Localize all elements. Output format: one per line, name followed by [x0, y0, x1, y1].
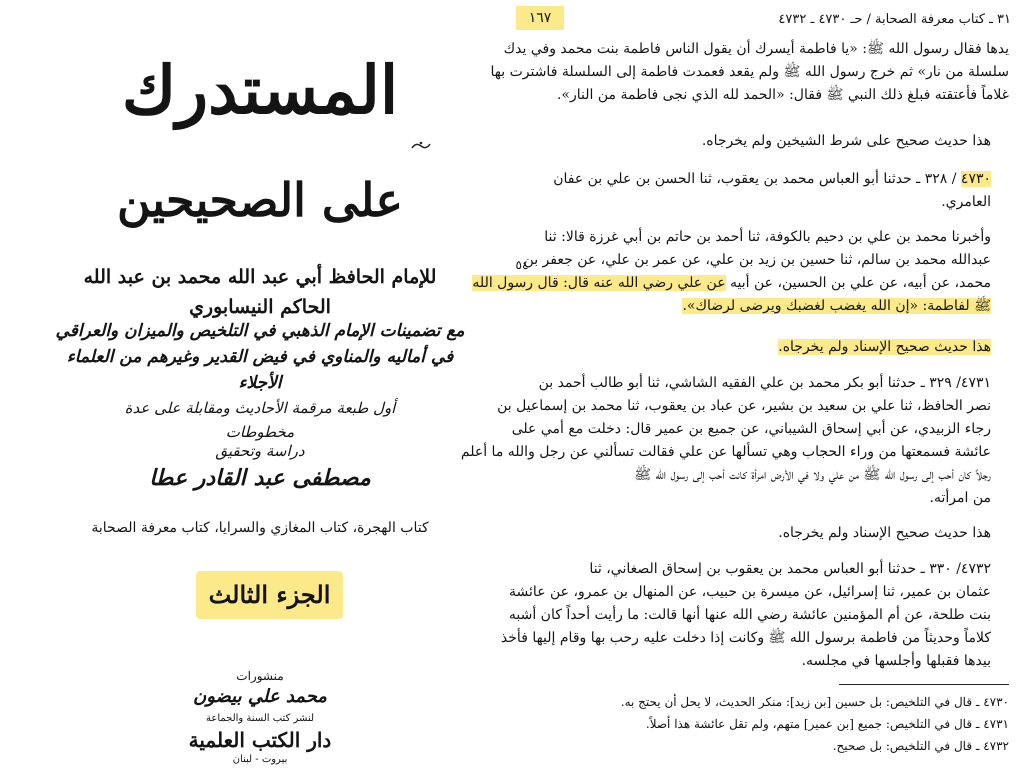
edition-note: أول طبعة مرقمة الأحاديث ومقابلة على عدة مخطوطات: [124, 399, 396, 441]
text-line: غلاماً فأعتقته فبلغ ذلك النبي ﷺ فقال: «الحمد لله الذي نجى فاطمة من النار».: [556, 87, 1009, 103]
text-line-highlighted: [472, 272, 1009, 295]
publisher-name: محمد علي بيضون: [193, 686, 327, 707]
paragraph-3: [472, 226, 1009, 318]
editor-name: مصطفى عبد القادر عطا: [149, 465, 371, 491]
volume-label: الجزء الثالث: [196, 571, 343, 619]
running-header: ٣١ ـ كتاب معرفة الصحابة / حـ ٤٧٣٠ ـ ٤٧٣٢: [778, 12, 1011, 27]
footnote-4730: ٤٧٣٠ ـ قال في التلخيص: بل حسين [بن زيد]: منكر الحديث، لا يحل أن يحتج به.: [620, 695, 1009, 709]
text-page: [460, 0, 1023, 775]
grade-2: [517, 336, 1009, 359]
hadith-number: ٤٧٣٠: [960, 171, 991, 187]
text-line: ٤٧٣٢/ ٣٣٠ ـ حدثنا أبو العباس محمد بن يعقوب بن إسحاق الصغاني، ثنا: [589, 561, 991, 577]
hadith-4732: [500, 558, 1009, 673]
text-line: نصر الحافظ، ثنا علي بن سعيد بن بشير، عن عباد بن يعقوب، ثنا محمد بن إسماعيل بن: [497, 398, 991, 414]
grade-text-highlighted: هذا حديث صحيح الإسناد ولم يخرجاه.: [778, 339, 991, 355]
notes-line-1: مع تضمينات الإمام الذهبي في التلخيص والميزان والعراقي: [55, 321, 465, 341]
footnote-4732: ٤٧٣٢ ـ قال في التلخيص: بل صحيح.: [832, 739, 1009, 753]
text-line: بيدها فقبلها وأجلسها في مجلسه.: [801, 653, 991, 669]
publisher-house: دار الكتب العلمية: [188, 728, 332, 752]
text-line: رجلاً كان أحب إلى رسول الله ﷺ من علي ولا في الأرض امرأة كانت أحب إلى رسول الله ﷺ: [634, 467, 991, 483]
text-line: عثمان بن عمير، ثنا إسرائيل، عن ميسرة بن حبيب، عن المنهال بن عمرو، عن عائشة: [509, 584, 991, 600]
text-line: من امرأته.: [929, 490, 991, 506]
footnote-divider: [839, 684, 1009, 685]
hadith-4730: [517, 168, 1009, 214]
highlighted-quote-end: ﷺ لفاطمة: «إن الله يغضب لغضبك ويرضى لرضاك».: [682, 298, 991, 314]
publisher-city: بيروت - لبنان: [232, 754, 288, 765]
margin-mark: ٥٤: [515, 258, 529, 272]
hadith-4730-line: [517, 168, 1009, 191]
grade-3: [517, 522, 1009, 545]
grade-text-line: [517, 336, 1009, 359]
text-line-highlighted: [517, 295, 1009, 318]
title-page: [0, 0, 500, 775]
grade-1: [517, 130, 1009, 153]
grade-text: هذا حديث صحيح على شرط الشيخين ولم يخرجاه.: [701, 133, 991, 149]
text-line: وأخبرنا محمد بن علي بن دحيم بالكوفة، ثنا أحمد بن حاتم بن أبي غرزة قالا: ثنا: [544, 229, 991, 245]
text-line: يدها فقال رسول الله ﷺ: «يا فاطمة أيسرك أن يقول الناس فاطمة بنت محمد وفي يدك: [503, 41, 1009, 57]
hadith-4731: [460, 372, 1009, 510]
grade-text: هذا حديث صحيح الإسناد ولم يخرجاه.: [778, 525, 991, 541]
study-label: دراسة وتحقيق: [215, 442, 305, 460]
text-line: سلسلة من نار» ثم خرج رسول الله ﷺ ولم يقعد فعمدت فاطمة إلى السلسلة فاشترت بها: [490, 64, 1009, 80]
author-name: للإمام الحافظ أبي عبد الله محمد بن عبد الله الحاكم النيسابوري: [83, 266, 437, 318]
publisher-tagline: لنشر كتب السنة والجماعة: [205, 713, 315, 724]
text-line: عائشة فسمعتها من وراء الحجاب وهي تسألها عن علي فقالت تسألني عن رجل والله ما أعلم: [460, 444, 991, 460]
page-number: ١٦٧: [516, 6, 564, 30]
text-line: كلاماً وحديثاً من فاطمة برسول الله ﷺ وكانت إذا دخلت عليه رحب بها وقام إليها فأخذ: [500, 630, 991, 646]
text-line: ٤٧٣١/ ٣٢٩ ـ حدثنا أبو بكر محمد بن علي الفقيه الشاشي، ثنا أبو طالب أحمد بن: [538, 375, 991, 391]
highlighted-quote: عن علي رضي الله عنه قال: قال رسول الله: [472, 275, 726, 291]
footnote-4731: ٤٧٣١ ـ قال في التلخيص: جميع [بن عمير] متهم، ولم تقل عائشة هذا أصلاً.: [645, 717, 1009, 731]
book-subtitle: على الصحيحين: [117, 173, 403, 227]
book-title: المستدرك: [121, 51, 399, 129]
paragraph-1: [490, 38, 1009, 107]
volume-contents: كتاب الهجرة، كتاب المغازي والسرايا، كتاب معرفة الصحابة: [91, 520, 429, 536]
text-line: رجاء الزبيدي، عن أبي إسحاق الشيباني، عن جميع بن عمير قال: دخلت مع أمي على: [511, 421, 991, 437]
text-line: بنت طلحة، عن أم المؤمنين عائشة رضي الله عنها أنها قالت: ما رأيت أحداً كان أشبه: [508, 607, 991, 623]
ornament-icon: [410, 140, 432, 152]
publisher-label: منشورات: [236, 669, 284, 683]
text-line: عبدالله محمد بن سالم، ثنا حسين بن زيد بن علي، عن عمر بن علي، عن جعفر بن: [523, 252, 991, 268]
hadith-4730-text: / ٣٢٨ ـ حدثنا أبو العباس محمد بن يعقوب، ثنا الحسن بن علي بن عفان: [553, 171, 957, 187]
notes-line-2: في أماليه والمناوي في فيض القدير وغيرهم من العلماء الأجلاء: [66, 347, 454, 393]
para3-line3-start: محمد، عن أبيه، عن علي بن الحسين، عن أبيه: [730, 275, 991, 291]
text-line: العامري.: [941, 194, 991, 210]
